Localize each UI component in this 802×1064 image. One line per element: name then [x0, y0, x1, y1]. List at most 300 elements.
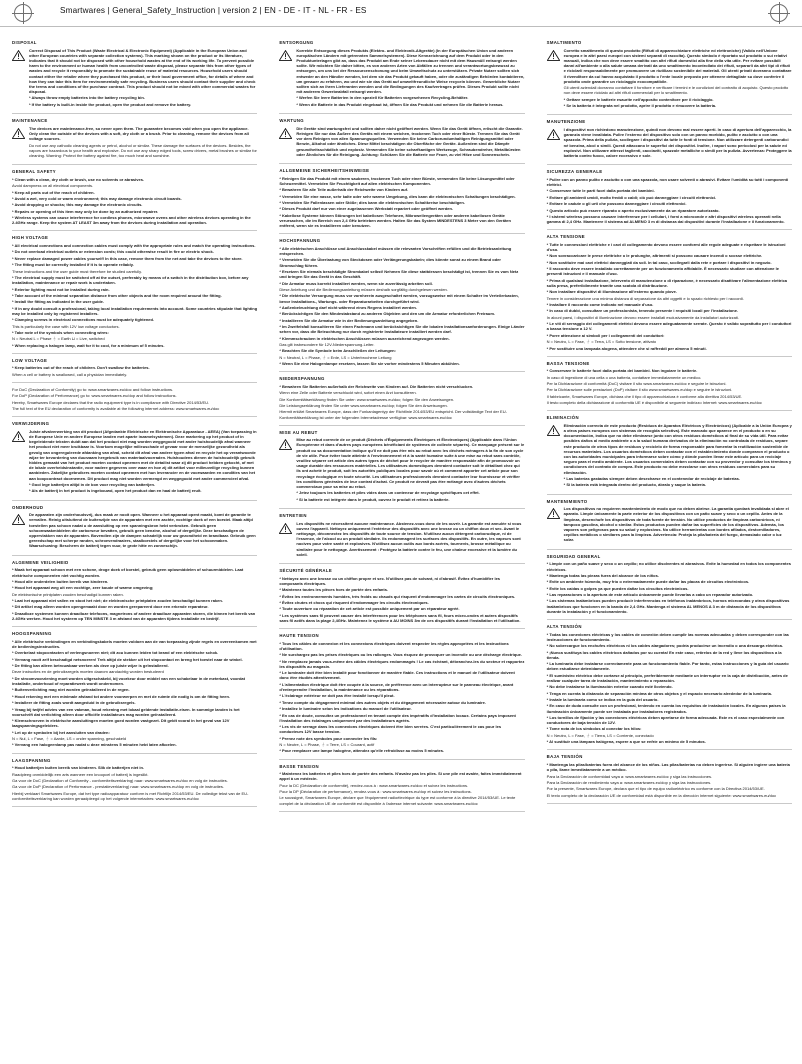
- paragraph: * Die Armatur muss korrekt installiert werden, wenn sie zuverlässig arbeiten soll.: [279, 280, 433, 286]
- paragraph: * I sistemi wireless possono causare interferenze per i cellulari, i forni a microonde e altri dispositivi wireless operanti nella gamma di 2,4 GHz. Mantenere il sistema ad ALMENO 3 m di distanza dai dispositivi durante l'installazione e il funzionamento.: [546, 213, 785, 225]
- paragraph: * El suministro eléctrico debe cortarse al principio, preferiblemente mediante un interruptor en la caja de distribución, antes de realizar cualquier tarea de instalación, mantenimiento o reparación.: [546, 672, 788, 683]
- paragraph: * En caso de duda consulte con un profesional, teniendo en cuenta los requisitos de instalación locales. En algunos países la iluminación únicamente puede ser instalada por instaladores registrados.: [546, 703, 786, 714]
- language-block: [547, 40, 792, 804]
- section-divider: [547, 229, 792, 230]
- paragraph: * Installeer de fitting zoals wordt aangeduid in de gebruiksregels.: [12, 700, 136, 706]
- section-body: [547, 506, 792, 544]
- section-heading: BASSA TENSIONE: [546, 360, 590, 366]
- section-body: [279, 246, 524, 366]
- section-divider: [12, 230, 257, 231]
- paragraph: * Dieses Produkt darf nur von einer zugelassenen Werkstatt repariert oder geöffnet werden.: [279, 206, 454, 212]
- section-heading: HIGH VOLTAGE: [12, 235, 49, 241]
- section-divider: [279, 425, 524, 426]
- page-header: [0, 0, 802, 27]
- paragraph: De apparaten zijn onderhoudsvrij, dus maak ze nooit open. Wanneer u het apparaat opent maakt, komt de garantie te vervallen. Reinig uitsluitend de buitenzijde van de apparaten met een zachte, vochtige doek of een borstel. Maak altijd toestellen pas schoon nadat u de aansluiting op een spanningsbron hebt verbroken. Gebruik geen schoonwaakmiddelen die carborseur bevatten, gebruik geen benzine, alcohol of dergelijke. Deze beschadigen de oppervlakken van de apparaten. Bovendien zijn de dampen schadelijk voor uw gezondheid en brandbaar. Gebruik geen gereedschap met scherpe randen, schroevendraaiers, staalborstels of dergelijke voor het schoonmaken. Waarschuwing: Bescherm de batterij tegen vuur, te grote hitte en zonneschijn.: [29, 512, 256, 549]
- paragraph: * Houd het apparaat weg uit een vochtige, zeer koude of warme omgeving;: [12, 585, 154, 591]
- paragraph: * Im Zweifelsfall konsultieren Sie einen Fachmann und berücksichtigen Sie die lokalen Installationsanforderungen. Einige Länder sehen vor, dass die Beleuchtung nur durch registrierte Installateure installiert werden darf.: [279, 324, 525, 335]
- paragraph: Hereby, Smartwares Europe declares that the radio equipment type is in compliance with Directive 2014/53/EU.: [12, 399, 210, 405]
- paragraph-group: [279, 246, 524, 366]
- paragraph: Para la Declaración de rendimiento vaya a: www.smartwares.eu/dop y siga las instrucciones.: [546, 779, 712, 785]
- paragraph: * Laat het apparaat niet vallen en stoot het niet; de elektronische printplaten zouden beschadigd kunnen raken.: [12, 598, 223, 604]
- section-body: [279, 771, 524, 806]
- paragraph: Por la presente, Smartwares Europe, declara que el tipo de equipo radioeléctrico es conforme con la Directiva 2014/53/UE.: [546, 786, 765, 792]
- paragraph: * Take note of the symbols when connecting wires:: [12, 329, 109, 335]
- paragraph: * Buitenverlichting mag niet worden geïnstalleerd in de regen.: [12, 687, 130, 693]
- paragraph: * Installieren Sie die Armatur wie in der Bedienungsanleitung angegeben.: [279, 317, 419, 323]
- section-body: [279, 384, 524, 420]
- paragraph: These instructions and the user guide must therefore be studied carefully.: [12, 268, 142, 274]
- paragraph: * In caso di dubbi, consultare un professionista, tenendo presente i requisiti locali per l'installazione.: [546, 308, 739, 314]
- paragraph: * Klemmschrauben in elektrischen Anschlüssen müssen ausreichend angezogen werden.: [279, 335, 450, 341]
- paragraph: * Wireless systems can cause interference for cordless phones, microwave ovens and other wireless devices operating in the 2.4GHz range. Keep the system AT LEAST 3m away from the devices during installation and operation.: [12, 215, 251, 226]
- paragraph-group: [12, 765, 257, 801]
- paragraph: * Les systèmes sans fil peuvent causer des interférences pour les téléphones sans fil, fours micro-ondes et autres dispositifs sans fil actifs dans la plage 2,4GHz. Maintenez le système à AU MOINS 3m de ces dispositifs durant l'installation et l'utilisation.: [279, 612, 521, 623]
- paragraph: * Le luminaire doit être bien installé pour fonctionner de manière fiable. Ces instructions et le manuel de l'utilisateur doivent donc être étudiés attentivement.: [279, 670, 515, 681]
- paragraph: * Tutte le connessioni elettriche e i cavi di collegamento devono essere conformi alle regole adeguate e rispettare le istruzioni d'uso.: [546, 241, 786, 253]
- paragraph: * Do not overload electrical outlets or extension cords; this could otherwise result in fire or electric shock.: [12, 249, 214, 255]
- paragraph: In caso di ingestione di una cella o una batteria, contattare immediatamente un medico.: [546, 374, 702, 380]
- paragraph: * Gettare sempre le batterie esaurite nell'apposito contenitore per il riciclaggio.: [563, 96, 714, 102]
- warning-triangle-icon: [279, 522, 292, 534]
- paragraph: * Non installare dispositivi di illuminazione all'esterno quando piove.: [546, 289, 677, 295]
- paragraph-group: [12, 639, 257, 748]
- paragraph: * Al sustituir una lámpara halógena, espere a que se enfríe un mínimo de 5 minutos.: [546, 739, 706, 745]
- warning-block: [279, 521, 524, 559]
- paragraph-group: [29, 48, 257, 107]
- section-heading: LAAGSPANNING: [12, 757, 51, 763]
- paragraph-group: [547, 177, 792, 224]
- paragraph: * Limpie con un paño suave y seco o un cepillo; no utilice disolventes ni abrasivos. Evite la humedad en todos los componentes eléctricos.: [546, 561, 791, 572]
- warning-block: [12, 512, 257, 550]
- paragraph: Ga voor de DoC (Declaration of Conformity - conformiteitsverklaring) naar: www.smartwares.eu/doc en volg de instructies.: [12, 777, 228, 783]
- paragraph: * Vraag bij twijfel advies van een vakman, houd rekening met lokaal geldende installatie-eisen. In sommige landen is het voorschrift dat verlichting alleen door officiële installateurs mag worden geïnstalleerd.: [12, 706, 240, 717]
- section-heading: SEGURIDAD GENERAL: [546, 553, 601, 559]
- warning-block: [12, 126, 257, 160]
- warning-triangle-icon: [279, 127, 292, 139]
- paragraph: * Las reparaciones o la apertura de este artículo únicamente puede llevarlas a cabo un reparador autorizado.: [546, 592, 754, 598]
- paragraph: * Alle elektrischen Anschlüsse und Anschlusskabel müssen die relevanten Vorschriften erfüllen und die Betriebsanleitung entsprechen.: [279, 245, 512, 257]
- section-body: [547, 368, 792, 405]
- paragraph: Il testo completo della dichiarazione di conformità UE è disponibile al seguente indirizzo Internet: www.smartwares.eu/doc: [546, 400, 762, 406]
- paragraph: * Vervang een halogeenlamp pas nadat u deze minstens 5 minuten hebt laten afkoelen.: [12, 742, 177, 748]
- section-body: [547, 242, 792, 351]
- paragraph-group: [12, 243, 257, 348]
- paragraph: * Il raccordo deve essere installato correttamente per un funzionamento affidabile. È necessario studiare con attenzione le presenti istruzioni e il manuale d'uso.: [546, 266, 779, 277]
- warning-block: [547, 48, 792, 110]
- language-block: [279, 40, 524, 812]
- paragraph: * Kabellose Systeme können Störungen bei kabellosen Telefonen, Mikrowellengeräten oder anderen kabellosen Geräte verursachen, die im Bereich von 2,4 GHz betrieben werden. Halten Sie das System MINDESTENS 3 Meter von den Geräten entfernt, wenn sie es installieren oder benutzen.: [279, 212, 511, 229]
- paragraph: Diese Anleitung und die Bedienungsanleitung müssen deshalb sorgfältig durchgelesen werden.: [279, 286, 448, 292]
- paragraph: Mise au rebut correcte de ce produit (Déchets d'Équipements Électriques et Électroniques) (Applicable dans l'Union Européenne et dans d'autres pays européens bénéficiant de systèmes de collecte séparés). Ce marquage présent sur le produit ou sa documentation indique qu'il ne doit pas être mis au rebut avec les déchets ménagers à la fin de son cycle de vie utile. Pour éviter toute atteinte à l'environnement et à la santé humaine suite à une mise au rebut sans contrôle, veuillez séparer cet article des autres types de déchet pour le recycler de manière responsable afin de promouvoir un usage durable des ressources matérielles. Les utilisateurs domestiques devraient contacter soit le détaillant chez qui ils ont acheté le produit, soit les autorités publiques locales pour savoir où et comment apporter cet article pour son recyclage écologique en toute sécurité. Les utilisateurs professionnels devraient contacter leur fournisseur et vérifier les conditions générales de leur contrat d'achat. Ce produit ne devrait pas être mélangé avec d'autres déchets commerciaux pour sa mise au rebut.: [296, 437, 525, 489]
- paragraph: * Ne surchargez pas les prises électriques ou les rallonges. Vous risquez de provoquer un incendie ou une décharge électrique.: [279, 652, 522, 658]
- paragraph: When a cell or battery is swallowed, call a physician immediately.: [12, 371, 128, 377]
- warning-block: [547, 506, 792, 544]
- section-divider: [547, 164, 792, 165]
- paragraph: * Klemschroeven in elektrische aansluitingen moeten goed worden vastgezet. Dit geldt vooral in het geval van 12V laagspanningsgeleiders.: [12, 718, 230, 729]
- section-body: [12, 48, 257, 109]
- paragraph: N = Neutro, L = Fase, ⏚ = Tierra, LS = Corriente, conectado: [546, 732, 654, 738]
- warning-block: [279, 437, 524, 503]
- paragraph: * La luminaria debe instalarse correctamente para un funcionamiento fiable. Por tanto, estas instrucciones y la guía del usuario deben estudiarse detenidamente.: [546, 661, 789, 672]
- paragraph-group: [29, 512, 257, 548]
- section-body: [279, 641, 524, 754]
- paragraph: * Keep batteries out of the reach of children. Don't swallow the batteries.: [12, 365, 150, 371]
- section-divider: [12, 806, 257, 807]
- paragraph-group: [564, 48, 792, 109]
- paragraph: * Mantenga todas las piezas fuera del alcance de los niños.: [546, 572, 659, 578]
- section-divider: [279, 563, 524, 564]
- paragraph: * The electrical supply must be switched off at the outset, preferably by means of a switch in the distribution box, before any installation, maintenance or repair work is undertaken.: [12, 274, 249, 286]
- warning-text: [296, 437, 524, 503]
- section-body: [12, 126, 257, 160]
- paragraph: * The fitting must be correctly installed if it is to operate reliably.: [12, 262, 134, 268]
- paragraph: * Houd rekening met een minimale afstand tot andere voorwerpen en met de ruimte die nodig is om de fitting heen.: [12, 693, 231, 699]
- paragraph-group: [547, 368, 792, 405]
- section-divider: [547, 749, 792, 750]
- section-heading: SMALTIMENTO: [546, 40, 582, 45]
- paragraph: * Installare il raccordo come indicato nel manuale d'uso.: [546, 302, 654, 308]
- paragraph: Hierbij verklaart Smartwares Europe, dat het type radioapparatuur conform is met Richtlijn 2014/53/EU. De volledige tekst van de EU-conformiteitsverklaring kan worden geraadpleegd op het volgende internetadres: www.smartwares.eu/doc: [12, 790, 249, 801]
- paragraph: * Las baterías gastadas siempre deben desecharse en el contenedor de reciclaje de baterías.: [563, 475, 740, 481]
- paragraph: * Dit artikel mag alleen worden opengemaakt door en worden gerepareerd door een erkende reparateur.: [12, 604, 209, 610]
- warning-triangle-icon: [12, 430, 25, 442]
- section-body: [279, 437, 524, 503]
- paragraph: * Alle elektrische verbindingen en verbindingskabels moeten voldoen aan de van toepassing zijnde regels en overeenkomen met de bedieningsinstructies.: [12, 638, 257, 649]
- paragraph: * Vermeiden Sie die Überlastung von Steckdosen oder Verlängerungskabeln; dies könnte sonst zu einem Brand oder Stromschlag führen.: [279, 257, 501, 268]
- paragraph: Il fabbricante, Smartwares Europe, dichiara che il tipo di apparecchiatura è conforme alla direttiva 2014/53/UE.: [546, 393, 743, 399]
- paragraph: * Pour remplacer une lampe halogène, attendez qu'elle refroidisse au moins 5 minutes.: [279, 748, 445, 754]
- paragraph: * Prima di qualsiasi installazione, intervento di manutenzione o di riparazione, è necessario disattivare l'alimentazione elettrica sulla presa, preferibilmente tramite una scatola di distribuzione.: [546, 277, 788, 288]
- paragraph: * Installez le luminaire selon les indications du manuel de l'utilisateur.: [279, 706, 412, 712]
- section-heading: ENTRETIEN: [279, 513, 307, 519]
- section-body: [547, 632, 792, 745]
- section-heading: ALTA TENSIONE: [546, 234, 586, 240]
- paragraph: In alcuni paesi, i dispositivi di illuminazione devono essere installati esclusivamente da installatori autorizzati.: [546, 314, 739, 320]
- paragraph: * Als de batterij in het product is ingebouwd, open het product dan en haal de batterij eruit.: [29, 488, 202, 494]
- section-divider: [12, 500, 257, 501]
- warning-triangle-icon: [547, 507, 560, 519]
- section-body: [547, 423, 792, 489]
- paragraph: * Non sostituire mai cavi elettrici danneggiati da soli. In tal caso, scollegarli dalla rete e portare i dispositivi in negozio.: [546, 259, 772, 265]
- paragraph-group: [547, 762, 792, 798]
- paragraph: * Never replace damaged power cables yourself! In this case, remove them from the net and take the devices to the store.: [12, 255, 243, 261]
- section-heading: ALGEMENE VEILIGHEID: [12, 559, 69, 565]
- paragraph: * Los tornillos de fijación y las conexiones eléctricas deben apretarse de forma adecuada. Este es el caso especialmente con conductores de baja tensión de 12V.: [546, 714, 785, 726]
- warning-text: [29, 512, 257, 550]
- section-body: [279, 576, 524, 623]
- col-de-fr: [267, 26, 534, 1064]
- paragraph: * Questo articolo può essere riparato o aperto esclusivamente da un riparatore autorizzato.: [546, 207, 720, 213]
- paragraph-group: [279, 771, 524, 806]
- section-divider: [279, 811, 524, 812]
- paragraph: * If the battery is built-in inside the product, open the product and remove the battery.: [29, 101, 192, 107]
- paragraph-group: [564, 506, 792, 542]
- section-body: [279, 126, 524, 158]
- paragraph: Pour la DC (Déclaration de conformité), rendez-vous à : www.smartwares.eu/doc et suivez les instructions.: [279, 782, 469, 788]
- paragraph: Die Konformitätserklärung finden Sie unter: www.smartwares.eu/doc; folgen Sie den Anweisungen.: [279, 396, 455, 402]
- paragraph: * Houd batterijen buiten bereik van kinderen. Slik de batterijen niet in.: [12, 765, 145, 771]
- warning-triangle-icon: [547, 49, 560, 61]
- paragraph: Para la Declaración de conformidad vaya a: www.smartwares.eu/doc y siga las instrucciones.: [546, 773, 713, 779]
- paragraph-group: [279, 384, 524, 420]
- section-body: [12, 243, 257, 348]
- warning-text: [564, 48, 792, 110]
- paragraph-group: [12, 365, 257, 377]
- paragraph: * De fitting kan alleen betrouwbaar werken als deze op juiste wijze is geïnstalleerd.: [12, 663, 169, 669]
- section-divider: [547, 114, 792, 115]
- section-divider: [279, 113, 524, 114]
- paragraph-group: [279, 176, 524, 229]
- section-body: [547, 561, 792, 614]
- section-heading: HAUTE TENSION: [279, 633, 319, 639]
- section-heading: ELIMINACIÓN: [546, 415, 579, 421]
- paragraph: * Prenez note des symboles pour connecter les fils:: [279, 735, 378, 741]
- paragraph: * Draadloze systemen kunnen draadloze telefoons, magnetrons of andere draadloze apparaten storen, die binnen het bereik van 2.4GHz werken. Houd het systeem op TEN MINSTE 3 m afstand van de apparaten tijdens installatie en bedrijf.: [12, 610, 256, 621]
- paragraph-group: [296, 521, 524, 557]
- language-block: [12, 40, 257, 807]
- paragraph: * Instale la luminaria como se indica en la guía del usuario.: [546, 696, 659, 702]
- paragraph: * Si la batería está integrada dentro del producto, ábralo y saque la batería.: [563, 482, 706, 488]
- paragraph: El texto completo de la declaración UE de conformidad está disponible en la dirección Internet siguiente: www.smartwares.eu/doc: [546, 792, 777, 798]
- paragraph: N = Neutral L = Phase ⏚ = Earth ⊔ = Live, switched: [12, 336, 105, 342]
- section-divider: [12, 753, 257, 754]
- paragraph: Le soussigné, Smartwares Europe, déclare que l'équipement radioélectrique du type est conforme à la directive 2014/53/UE. Le texte complet de la déclaration UE de conformité est disponible à l'adresse internet suivante: www.smartwares.eu/doc: [279, 795, 516, 806]
- section-body: [12, 429, 257, 495]
- warning-text: [296, 521, 524, 559]
- section-divider: [12, 416, 257, 417]
- paragraph-group: [279, 641, 524, 754]
- section-body: [279, 48, 524, 109]
- section-body: [547, 48, 792, 110]
- section-heading: HOCHSPANNUNG: [279, 238, 321, 244]
- paragraph: De elektronische printplaten zouden beschadigd kunnen raken.: [12, 591, 124, 597]
- section-heading: MISE AU REBUT: [279, 429, 318, 435]
- section-heading: ALLGEMEINE SICHERHEITSHINWEISE: [279, 168, 370, 174]
- section-divider: [279, 759, 524, 760]
- section-heading: WARTUNG: [279, 118, 304, 124]
- paragraph: * Tome nota de los símbolos al conectar los hilos:: [546, 726, 642, 732]
- paragraph: * ¡Nunca sustituya los cables eléctricos dañados por su cuenta! En este caso, retírelos de la red y lleve los dispositivos a la tienda.: [546, 649, 782, 660]
- paragraph: * Se la batteria è integrata nel prodotto, aprire il prodotto e rimuovere la batteria.: [563, 103, 717, 109]
- paragraph: * Nettoyez avec une brosse ou un chiffon propre et sec. N'utilisez pas de solvant, ni d'abrasif. Évitez d'humidifier les composants électriques.: [279, 575, 501, 586]
- paragraph: N = Neutre, L = Phase, ⏚ = Terre, LS = Courant, actif: [279, 742, 375, 748]
- section-divider: [12, 382, 257, 383]
- paragraph: Deze instructies en de gebruiksregels moeten daarom aandachtig worden bestudeerd: [12, 669, 164, 675]
- paragraph: * Si la batterie est intégrée dans le produit, ouvrez le produit et retirez la batterie.: [296, 496, 450, 502]
- paragraph: * Conservare tutte le parti fuori dalla portata dei bambini.: [546, 188, 655, 194]
- paragraph: N = Neutral, L = Phase, ⏚ = Erde, LS = Unterbrochene Leitung: [279, 354, 392, 360]
- paragraph: Juiste afvalverwerking van dit product (Afgedankte Elektrische en Elektronische Apparatuur - AEEA) (Van toepassing in de Europese Unie en andere Europese landen met aparte inzamelsystemen). Deze markering op het product of in begeleidende teksten duidt aan dat het product niet mag worden weggegooid met ander huishoudelijk afval wanneer het product niet meer bruikbaar is. Voorkom mogelijke milieuschade of gevaar voor de menselijke gezondheid als gevolg van ongereguleerde afdanking van afval, scheid dit afval van andere typen afval en recycle het op verantwoorde wijze ter bevordering van duurzaam hergebruik van materiaalvoorraden. Huishoudens dienen de huishoudelijk gebruik hiddes gemaakt van het product moeten contact opnemen met de detailist waar zij dit product hebben gekocht, of met de lokale overheidsinstantie, voor nadere gegevens over waar en hoe zij dit artikel voor milieuveilige recycling kunnen aanbieden. Zakelijke gebruikers moeten contact opnemen met hun leverancier en de voorwaarden en condities van het aan koopcontract doornemen. Dit product mag niet worden vermengd en weggegooid met ander commercieel afval.: [29, 428, 257, 481]
- paragraph: * Evite los caídas o golpes ya que pueden dañar los circuitos electrónicos.: [546, 585, 689, 591]
- section-divider: [279, 163, 524, 164]
- paragraph: The full text of the EU declaration of conformity is available at the following internet address: www.smartwares.eu/doc: [12, 406, 220, 412]
- section-heading: MAINTENANCE: [12, 118, 48, 124]
- paragraph-group: [12, 387, 257, 411]
- warning-text: [296, 48, 524, 109]
- section-heading: BAJA TENSIÓN: [546, 754, 583, 760]
- paragraph-group: [296, 437, 524, 502]
- section-heading: DISPOSAL: [12, 40, 37, 45]
- paragraph: * Le viti di serraggio dei collegamenti elettrici devono essere adeguatamente serrate. Questo è valido soprattutto per i conduttori a bassa tensione a 12 V.: [546, 321, 792, 332]
- paragraph-group: [296, 126, 524, 157]
- warning-text: [564, 423, 792, 489]
- paragraph: * Overbelast stopcontacten of verlengsnoeren niet; dit zou kunnen leiden tot brand of een elektrische schok.: [12, 650, 219, 656]
- paragraph-group: [564, 423, 792, 488]
- paragraph: * Tenez compte du dégagement minimal des autres objets et du dégagement nécessaire autour du luminaire.: [279, 699, 486, 705]
- paragraph: * Reinigen Sie das Produkt mit einem sauberen, trockenen Tuch oder einer Bürste, verwenden Sie keine Lösungsmittel oder Scheuermittel. Vermeiden Sie Feuchtigkeit auf allen elektrischen Komponenten.: [279, 175, 515, 186]
- paragraph: * Clean with a clean, dry cloth or brush, use no solvents or abrasives.: [12, 176, 145, 182]
- paragraph: Korrekte Entsorgung dieses Produkts (Elektro- und Elektronik-Altgeräte) (In der Europäischen Union und anderen europäischen Ländern mit getrennten Sammelsystemen). Diese Kennzeichnung auf dem Produkt oder in den Produktunterlagen gibt an, dass das Produkt am Ende seiner Lebensdauer nicht mit dem Hausmüll entsorgt werden sollte. Wir möchten Sie daher bitten, es von anderen Arten von Abfällen zu trennen und verantwortungsbewusst zu entsorgen, um uns bei der Ressourcenschonung und beim Umweltschutz zu unterstützen. Private Nutzer sollten sich entweder an den Händler wenden, bei dem sie das Produkt gekauft haben, oder die zuständigen Behörden kontaktieren, um genauer zu erfahren, wo und wie sie das Gerät auf umweltfreundliche Weise recyceln können. Gewerbliche Nutzer sollten sich an ihren Lieferanten wenden und die Bedingungen des Kaufvertrages prüfen. Dieses Produkt sollte nicht mit anderem Gewerbeabfall entsorgt werden.: [296, 47, 525, 95]
- paragraph: * Repairs or opening of this item may only be done by an authorized repairer.: [12, 208, 159, 214]
- paragraph: Per la Dichiarazione sulle prestazioni (DoP) visitare il sito www.smartwares.eu/dop e seguire le istruzioni.: [546, 387, 733, 393]
- paragraph: Eliminación correcta de este producto (Residuos de Aparatos Eléctricos y Electrónicos) (Aplicable a la Unión Europea y a otros países europeos con sistemas de recogida selectiva). Este marcado que aparece en el producto o en su documentación, indica que no debe eliminarse junto con otros residuos domésticos al final de su vida útil. Para evitar posibles daños al medio ambiente o a la salud humana derivados de la eliminación no controlada de residuos, separe este producto de otros tipos de residuos y recíclelo de forma responsable para fomentar la reutilización sostenible de recursos materiales. Los usuarios domésticos deben contactar con el establecimiento donde compraron el producto o con las autoridades municipales para informarse sobre cómo y dónde pueden llevar este artículo para un reciclaje seguro para el medio ambiente. Los usuarios comerciales deben contactar con su proveedor y consultar los términos y condiciones del contrato de compra. Este producto no debe mezclarse con otros residuos comerciales para su eliminación.: [563, 422, 792, 475]
- paragraph: * Pulire con un panno pulito e asciutto o con una spazzola, non usare solventi o abrasivi. Evitare l'umidità su tutti i componenti elettrici.: [546, 176, 789, 188]
- paragraph: * Berücksichtigen Sie den Mindestabstand zu anderen Objekten und den um die Armatur erforderlichen Freiraum.: [279, 311, 496, 317]
- paragraph: * Vermeiden Sie eine nasse, sehr kalte oder sehr warme Umgebung, dies kann die elektronischen Schaltungen beschädigen.: [279, 193, 516, 199]
- warning-triangle-icon: [547, 424, 560, 436]
- paragraph: * Los sistemas inalámbricos pueden producir interferencias en teléfonos inalámbricos, hornos microondas y otros dispositivos inalámbricos que funcionen en la banda de 2,4 GHz. Mantenga el sistema AL MENOS A 3 m de distancia de los dispositivos durante la instalación y el funcionamiento.: [546, 598, 790, 614]
- paragraph: * Evitare gli ambienti umidi, molto freddi o caldi; ciò può danneggiare i circuiti elettronici.: [546, 194, 717, 200]
- paragraph-group: [12, 567, 257, 621]
- paragraph: Die Geräte sind wartungsfrei und sollten daher nicht geöffnet werden. Wenn Sie das Gerät öffnen, erlischt die Garantie. Reinigen Sie nur das Äußere des Geräts mit einem weichen, trockenen Tuch oder einer Bürste. Trennen Sie das Gerät vor dem Reinigen von allen Spannungsquellen. Verwenden Sie keine Carborundumhaltigen Reinigungsmittel oder Benzin, Alkohol oder ähnliches. Diese Mittel beschädigen die Oberfläche der Geräte. Außerdem sind die Dämpfe gesundheitsschädlich und explosiv. Verwenden Sie keine scharfkantigen Werkzeuge, Schraubendreher, Metallbürsten oder Ähnliches für die Reinigung. Achtung: Schützen Sie die Batterie vor Feuer, zu viel Hitze und Sonnenschein.: [296, 125, 523, 157]
- paragraph: Raadpleeg onmiddellijk een arts wanneer een knoopcel of batterij is ingeslikt.: [12, 771, 149, 777]
- section-body: [279, 176, 524, 229]
- paragraph: Correct Disposal of This Product (Waste Electrical & Electronic Equipment) (Applicable in the European Union and other European countries with separate collection systems). This marking shown on the product or its literature, indicates that it should not be disposed with other household wastes at the end of its working life. To prevent possible harm to the environment or human health from uncontrolled waste disposal, please separate this from other types of wastes and recycle it responsibly to promote the sustainable reuse of material resources. Household users should contact either the retailer where they purchased this product, or their local government office, for details of where and how they can take this item for environmentally safe recycling. Business users should contact their supplier and check the terms and conditions of the purchase contract. This product should not be mixed with other commercial wastes for disposal.: [29, 47, 256, 95]
- paragraph: Das gilt insbesondere für 12V-Niederspannung-Leiter.: [279, 341, 375, 347]
- paragraph: * Bewahren Sie alle Teile außerhalb der Reichweite von Kindern auf.: [279, 187, 409, 193]
- section-heading: VERWIJDERING: [12, 421, 50, 427]
- paragraph: * When replacing a halogen lamp, wait for it to cool, for a minimum of 5 minutes.: [12, 342, 165, 348]
- paragraph: Die Leistungserklärung finden Sie unter www.smartwares.eu/dop; folgen Sie den Anweisungen.: [279, 402, 448, 408]
- paragraph: * Non sovraccaricare le prese elettriche o le prolunghe, altrimenti si possono causare incendi o scosse elettriche.: [546, 253, 763, 259]
- paragraph: * Toute ouverture ou réparation de cet article est possible uniquement par un réparateur agréé.: [279, 606, 460, 612]
- col-it-es: [535, 26, 802, 1064]
- paragraph: * Die elektrische Versorgung muss vor vornherein ausgeschaltet werden, vorzugsweise mit einem Schalter im Verteilerkasten, bevor Installations-, Wartungs- oder Reparaturarbeiten durchgeführt wird.: [279, 293, 519, 304]
- paragraph: * Bewahren Sie Batterien außerhalb der Reichweite von Kindern auf. Die Batterien nicht verschlucken.: [279, 383, 474, 389]
- col-en: [0, 26, 267, 1064]
- paragraph: * Vervang nooit zelf beschadigd netsnoeren! Trek altijd de stekker uit het stopcontact en breng het toestel naar de winkel.: [12, 656, 243, 662]
- paragraph: * De stroomvoorziening moet worden uitgeschakeld, bij voorkeur door middel van een schakelaar in de meterkast, voordat installatie, onderhoud of reparatiewerk wordt ondernomen.: [12, 675, 245, 687]
- paragraph: Wenn eine Zelle oder Batterie verschluckt wird, sofort einen Arzt konsultieren.: [279, 390, 417, 396]
- paragraph: For DoP (Declaration of Performance) go to: www.smartwares.eu/dop and follow instructions.: [12, 393, 177, 399]
- paragraph: * Maintenez les batteries et piles hors de portée des enfants. N'avalez pas les piles. Si une pile est avalée, faites immédiatement appel à un médecin.: [279, 771, 522, 782]
- paragraph: * Todas las conexiones eléctricas y los cables de conexión deben cumplir las normas adecuadas y deben corresponder con las instrucciones de funcionamiento.: [546, 631, 789, 642]
- paragraph: * No sobrecargue los enchufes eléctricos ni los cables alargadores; podría producirse un incendio o una descarga eléctrica.: [546, 643, 783, 649]
- paragraph: * Avoid a wet, very cold or warm environment; this may damage electronic circuit boards.: [12, 195, 182, 201]
- paragraph: * Maak het apparaat schoon met een schone, droge doek of borstel, gebruik geen oplosmiddelen of schuurmiddelen. Laat elektrische componenten niet vochtig worden.: [12, 567, 244, 578]
- registration-mark-icon: [770, 4, 788, 22]
- paragraph-group: [29, 429, 257, 494]
- section-heading: MANTENIMIENTO: [546, 498, 588, 504]
- warning-block: [547, 423, 792, 489]
- paragraph: Tenere in considerazione una minima distanza di separazione da altri oggetti e lo spazio richiesto per i raccordi.: [546, 295, 744, 301]
- section-body: [12, 765, 257, 801]
- paragraph: N = Neutro, L = Fase, ⏚ = Terra, LS = Sotto tensione, attivato: [546, 339, 657, 345]
- paragraph: For DoC (Declaration of Conformity) go to: www.smartwares.eu/doc and follow instructions.: [12, 387, 174, 393]
- paragraph: * Ne remplacez jamais vous-même des câbles électriques endommagés ! Le cas échéant, débranchez-les du secteur et rapportez les dispositifs au magasin.: [279, 658, 525, 669]
- paragraph-group: [279, 576, 524, 623]
- section-body: [12, 567, 257, 621]
- page-title: Smartwares | General_Safety_Instruction | version 2 | EN - DE - IT - NL - FR - ES: [60, 6, 367, 15]
- warning-block: [12, 429, 257, 495]
- warning-triangle-icon: [12, 513, 25, 525]
- paragraph: * Ersetzen Sie niemals beschädigte Stromkabel selbst! Nehmen Sie diese stattdessen beschädigt ist, trennen Sie es vom Netz und bringen Sie das Gerät in das Geschäft.: [279, 269, 519, 280]
- paragraph: * Außenbeleuchtung darf nicht während eines Regens installiert werden.: [279, 304, 417, 310]
- paragraph: * L'éclairage extérieur ne doit pas être installé lorsqu'il pleut.: [279, 693, 395, 699]
- paragraph: * Houd alle onderdelen buiten bereik van kinderen.: [12, 578, 109, 584]
- section-heading: GENERAL SAFETY: [12, 169, 56, 175]
- paragraph: N = Nul, L = Fase, ⏚ = Aarde, LS = onder spanning, geschakeld: [12, 736, 127, 742]
- warning-triangle-icon: [547, 128, 560, 140]
- paragraph: * Wenn die Batterie in das Produkt eingebaut ist, öffnen Sie das Produkt und nehmen Sie die Batterie heraus.: [296, 101, 504, 107]
- paragraph: Pour la DP (Déclaration de performance), rendez-vous à : www.smartwares.eu/dop et suivez les instructions.: [279, 789, 472, 795]
- paragraph: The devices are maintenance-free, so never open them. The guarantee becomes void when you open the appliance. Only clean the outside of the devices with a soft, dry cloth or a brush. Prior to cleaning, remove the devices from all voltage sources.: [29, 125, 249, 142]
- paragraph: * Per sostituire una lampada alogena, attendere che si raffreddi per almeno 5 minuti.: [546, 345, 707, 351]
- warning-block: [12, 48, 257, 109]
- section-heading: HOOGSPANNING: [12, 631, 52, 637]
- paragraph: * Tenga en cuenta la distancia de separación mínima de otros objetos y el espacio necesario alrededor de la luminaria.: [546, 690, 772, 696]
- paragraph: * Évitez chutes et chocs qui risquent d'endommager les circuits électroniques.: [279, 600, 429, 606]
- warning-text: [296, 126, 524, 158]
- columns-container: [0, 26, 802, 1064]
- paragraph: I dispositivi non richiedono manutenzione, quindi non devono mai essere aperti. In caso di apertura dell'apparecchio, la garanzia viene invalidata. Pulire l'esterno del dispositivo solo con un panno morbido, pulito e asciutto o con una spazzola. Prima della pulizia, scollegare i dispositivi da tutte le fonti di tensione. Non utilizzare detergenti carborundici né benzina, alcol o simili. Questi attaccano le superfici dei dispositivi. Inoltre, i vapori sono pericolosi per la salute ed esplosivi. Non utilizzare attrezzi taglienti, cacciaviti, spazzole metalliche o simili per la pulizia. Avvertenza: Proteggere la batteria contro fuoco, calore eccessivo e sole.: [563, 126, 792, 158]
- paragraph-group: [547, 561, 792, 614]
- paragraph: * Jetez toujours les batteries et piles vides dans un conteneur de recyclage spécifiques cet effet.: [296, 490, 480, 496]
- registration-mark-icon: [14, 4, 32, 22]
- warning-block: [279, 126, 524, 158]
- section-divider: [547, 619, 792, 620]
- paragraph: * All electrical connections and connection cables must comply with the appropriate rules and match the operating instructions.: [12, 243, 256, 249]
- paragraph: * Install the fitting as indicated in the user guide.: [12, 299, 105, 305]
- paragraph: This is particularly the case with 12V low voltage conductors.: [12, 323, 120, 329]
- paragraph-group: [564, 127, 792, 158]
- warning-triangle-icon: [279, 49, 292, 61]
- section-heading: SÉCURITÉ GÉNÉRALE: [279, 568, 333, 574]
- section-body: [12, 387, 257, 411]
- section-divider: [12, 113, 257, 114]
- paragraph: * No debe instalarse la iluminación exterior cuando esté lloviendo.: [546, 684, 673, 690]
- section-divider: [279, 508, 524, 509]
- warning-text: [29, 48, 257, 109]
- section-heading: ALTA TENSIÓN: [546, 624, 582, 629]
- paragraph: * Porre attenzione ai simboli per i collegamenti dei conduttori:: [546, 332, 665, 338]
- paragraph: * Take account of the minimal separation distance from other objects and the room required around the fitting.: [12, 292, 222, 298]
- section-body: [12, 512, 257, 550]
- section-divider: [12, 626, 257, 627]
- warning-text: [29, 429, 257, 495]
- paragraph: * En cas de doute, consultez un professionnel en tenant compte des impératifs d'installation locaux. Certains pays imposent l'installation des éclairages uniquement par des installateurs agréés.: [279, 712, 516, 723]
- paragraph: Avoid dampness on all electrical components.: [12, 183, 94, 189]
- section-body: [547, 127, 792, 159]
- paragraph: * Tous les câbles de connexion et les connexions électriques doivent respecter les règles appropriées et les instructions d'utilisation.: [279, 640, 509, 651]
- section-divider: [12, 353, 257, 354]
- section-divider: [547, 356, 792, 357]
- warning-text: [564, 506, 792, 544]
- paragraph-group: [296, 48, 524, 107]
- warning-text: [564, 127, 792, 159]
- paragraph: * Evitare le cadute o gli urti che possono danneggiare i circuiti elettronici.: [546, 201, 687, 207]
- paragraph: * Clamping screws in electrical connections must be adequately tightened.: [12, 317, 155, 323]
- warning-block: [547, 127, 792, 159]
- paragraph: * Beachten Sie die Symbole beim Anschließen der Leitungen:: [279, 348, 396, 354]
- paragraph: Ga voor de DoP (Declaration of Performance - prestatieverklaring) naar: www.smartwares.eu/dop en volg de instructies.: [12, 784, 225, 790]
- paragraph: Per la Dichiarazione di conformità (DoC) visitare il sito www.smartwares.eu/doc e seguire le istruzioni.: [546, 381, 727, 387]
- paragraph: Hiermit erklärt Smartwares Europe, dass der Funkanlagentyp der Richtlinie 2014/53/EU entspricht. Der vollständige Text der EU-Konformitätserklärung ist unter der folgenden Internetadresse verfügbar: www.smartwares.eu/doc: [279, 409, 507, 420]
- paragraph: * L'alimentation électrique doit être coupée à la source, de préférence avec un interrupteur sur le panneau électrique, avant d'entreprendre l'installation, la maintenance ou les réparations.: [279, 681, 514, 693]
- section-heading: ENTSORGUNG: [279, 40, 314, 45]
- section-divider: [547, 549, 792, 550]
- paragraph: * Gooi lege batterijen altijd in de bon voor recycling van batterijen.: [29, 481, 156, 487]
